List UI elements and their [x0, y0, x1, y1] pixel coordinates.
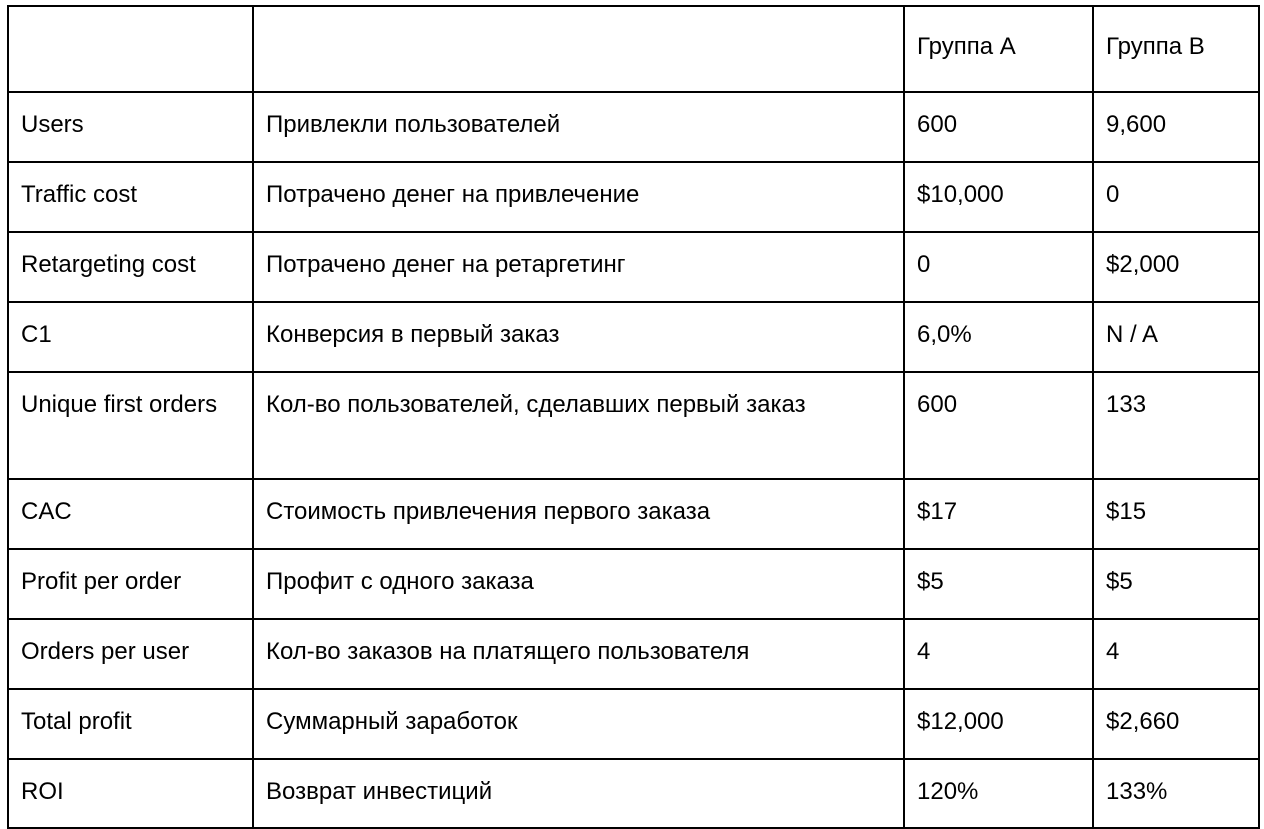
metric-description-cell: Профит с одного заказа [253, 549, 904, 619]
group-b-value-cell: 0 [1093, 162, 1259, 232]
table-row-c1 [8, 302, 1259, 372]
group-a-value-cell: 4 [904, 619, 1093, 689]
group-b-value-cell: $2,660 [1093, 689, 1259, 759]
metric-name-cell: Orders per user [8, 619, 253, 689]
group-b-value-cell: 133 [1093, 372, 1259, 479]
metric-name-cell: CAC [8, 479, 253, 549]
table-row-roi [8, 759, 1259, 828]
group-b-value-cell: $5 [1093, 549, 1259, 619]
group-b-value-cell: N / A [1093, 302, 1259, 372]
metric-name-cell: ROI [8, 759, 253, 828]
metric-name-cell: Unique first orders [8, 372, 253, 479]
metric-description-cell: Возврат инвестиций [253, 759, 904, 828]
metric-description-cell: Кол-во пользователей, сделавших первый заказ [253, 372, 904, 479]
group-b-value-cell: $15 [1093, 479, 1259, 549]
table-row-total-profit [8, 689, 1259, 759]
metric-name-cell: Profit per order [8, 549, 253, 619]
table-row-unique-first-orders [8, 372, 1259, 479]
group-b-value-cell: $2,000 [1093, 232, 1259, 302]
group-b-value-cell: 133% [1093, 759, 1259, 828]
group-a-value-cell: $10,000 [904, 162, 1093, 232]
header-description-cell [253, 6, 904, 92]
metric-name-cell: C1 [8, 302, 253, 372]
metric-description-cell: Суммарный заработок [253, 689, 904, 759]
table-row-retargeting-cost [8, 232, 1259, 302]
metric-name-cell: Total profit [8, 689, 253, 759]
group-a-value-cell: 600 [904, 92, 1093, 162]
header-metric-cell [8, 6, 253, 92]
metric-description-cell: Привлекли пользователей [253, 92, 904, 162]
table-row-profit-per-order [8, 549, 1259, 619]
header-group-b-cell: Группа В [1093, 6, 1259, 92]
group-a-value-cell: $17 [904, 479, 1093, 549]
metric-description-cell: Конверсия в первый заказ [253, 302, 904, 372]
group-a-value-cell: $12,000 [904, 689, 1093, 759]
group-a-value-cell: 120% [904, 759, 1093, 828]
comparison-table-container [7, 5, 1260, 829]
header-group-a-cell: Группа А [904, 6, 1093, 92]
table-row-traffic-cost [8, 162, 1259, 232]
group-b-value-cell: 4 [1093, 619, 1259, 689]
ab-test-comparison-table [7, 5, 1260, 829]
table-header-row [8, 6, 1259, 92]
table-row-cac [8, 479, 1259, 549]
metric-name-cell: Traffic cost [8, 162, 253, 232]
group-a-value-cell: 0 [904, 232, 1093, 302]
group-a-value-cell: 600 [904, 372, 1093, 479]
table-row-orders-per-user [8, 619, 1259, 689]
metric-description-cell: Потрачено денег на ретаргетинг [253, 232, 904, 302]
group-a-value-cell: 6,0% [904, 302, 1093, 372]
metric-description-cell: Стоимость привлечения первого заказа [253, 479, 904, 549]
metric-description-cell: Кол-во заказов на платящего пользователя [253, 619, 904, 689]
metric-name-cell: Users [8, 92, 253, 162]
group-a-value-cell: $5 [904, 549, 1093, 619]
metric-description-cell: Потрачено денег на привлечение [253, 162, 904, 232]
table-row-users [8, 92, 1259, 162]
metric-name-cell: Retargeting cost [8, 232, 253, 302]
group-b-value-cell: 9,600 [1093, 92, 1259, 162]
